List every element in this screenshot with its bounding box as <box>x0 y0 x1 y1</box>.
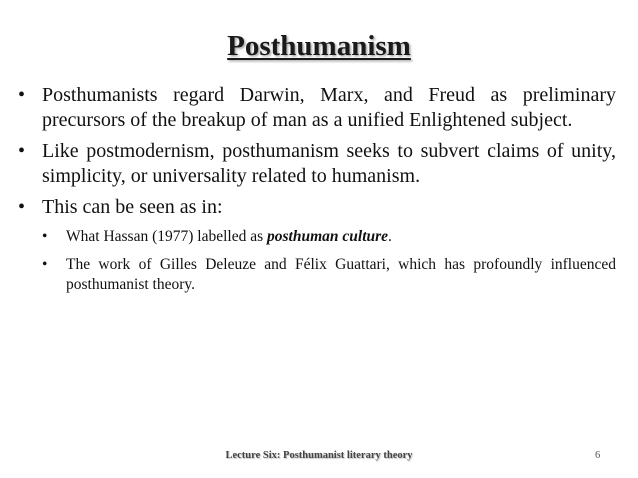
bullet-text: Like postmodernism, posthumanism seeks to subvert claims of unity, simplicity, or universality related to humanism. <box>42 140 616 187</box>
slide-title: Posthumanism <box>227 30 411 62</box>
sub-bullet-icon: • <box>42 228 48 245</box>
bullet-icon: • <box>18 196 26 218</box>
bullet-item <box>18 83 616 133</box>
bullet-text: This can be seen as in: <box>42 196 223 218</box>
bullet-list <box>18 83 616 303</box>
sub-bullet-item <box>36 227 616 247</box>
sub-bullet-item <box>36 255 616 295</box>
sub-bullet-text-end: . <box>388 228 392 245</box>
bullet-icon: • <box>18 140 26 162</box>
bullet-text: Posthumanists regard Darwin, Marx, and Freud as preliminary precursors of the breakup of man as a unified Enlightened subject. <box>42 84 616 131</box>
sub-bullet-text: The work of Gilles Deleuze and Félix Guattari, which has profoundly influenced posthumanist theory. <box>66 256 616 293</box>
emphasized-term: posthuman culture <box>267 228 389 245</box>
slide-footer: Lecture Six: Posthumanist literary theory <box>225 450 413 461</box>
bullet-icon: • <box>18 84 26 106</box>
bullet-item <box>18 139 616 189</box>
page-number: 6 <box>595 450 601 461</box>
sub-bullet-text: What Hassan (1977) labelled as <box>66 228 268 245</box>
sub-bullet-list <box>36 227 616 295</box>
bullet-item <box>18 195 616 295</box>
sub-bullet-icon: • <box>42 256 48 273</box>
